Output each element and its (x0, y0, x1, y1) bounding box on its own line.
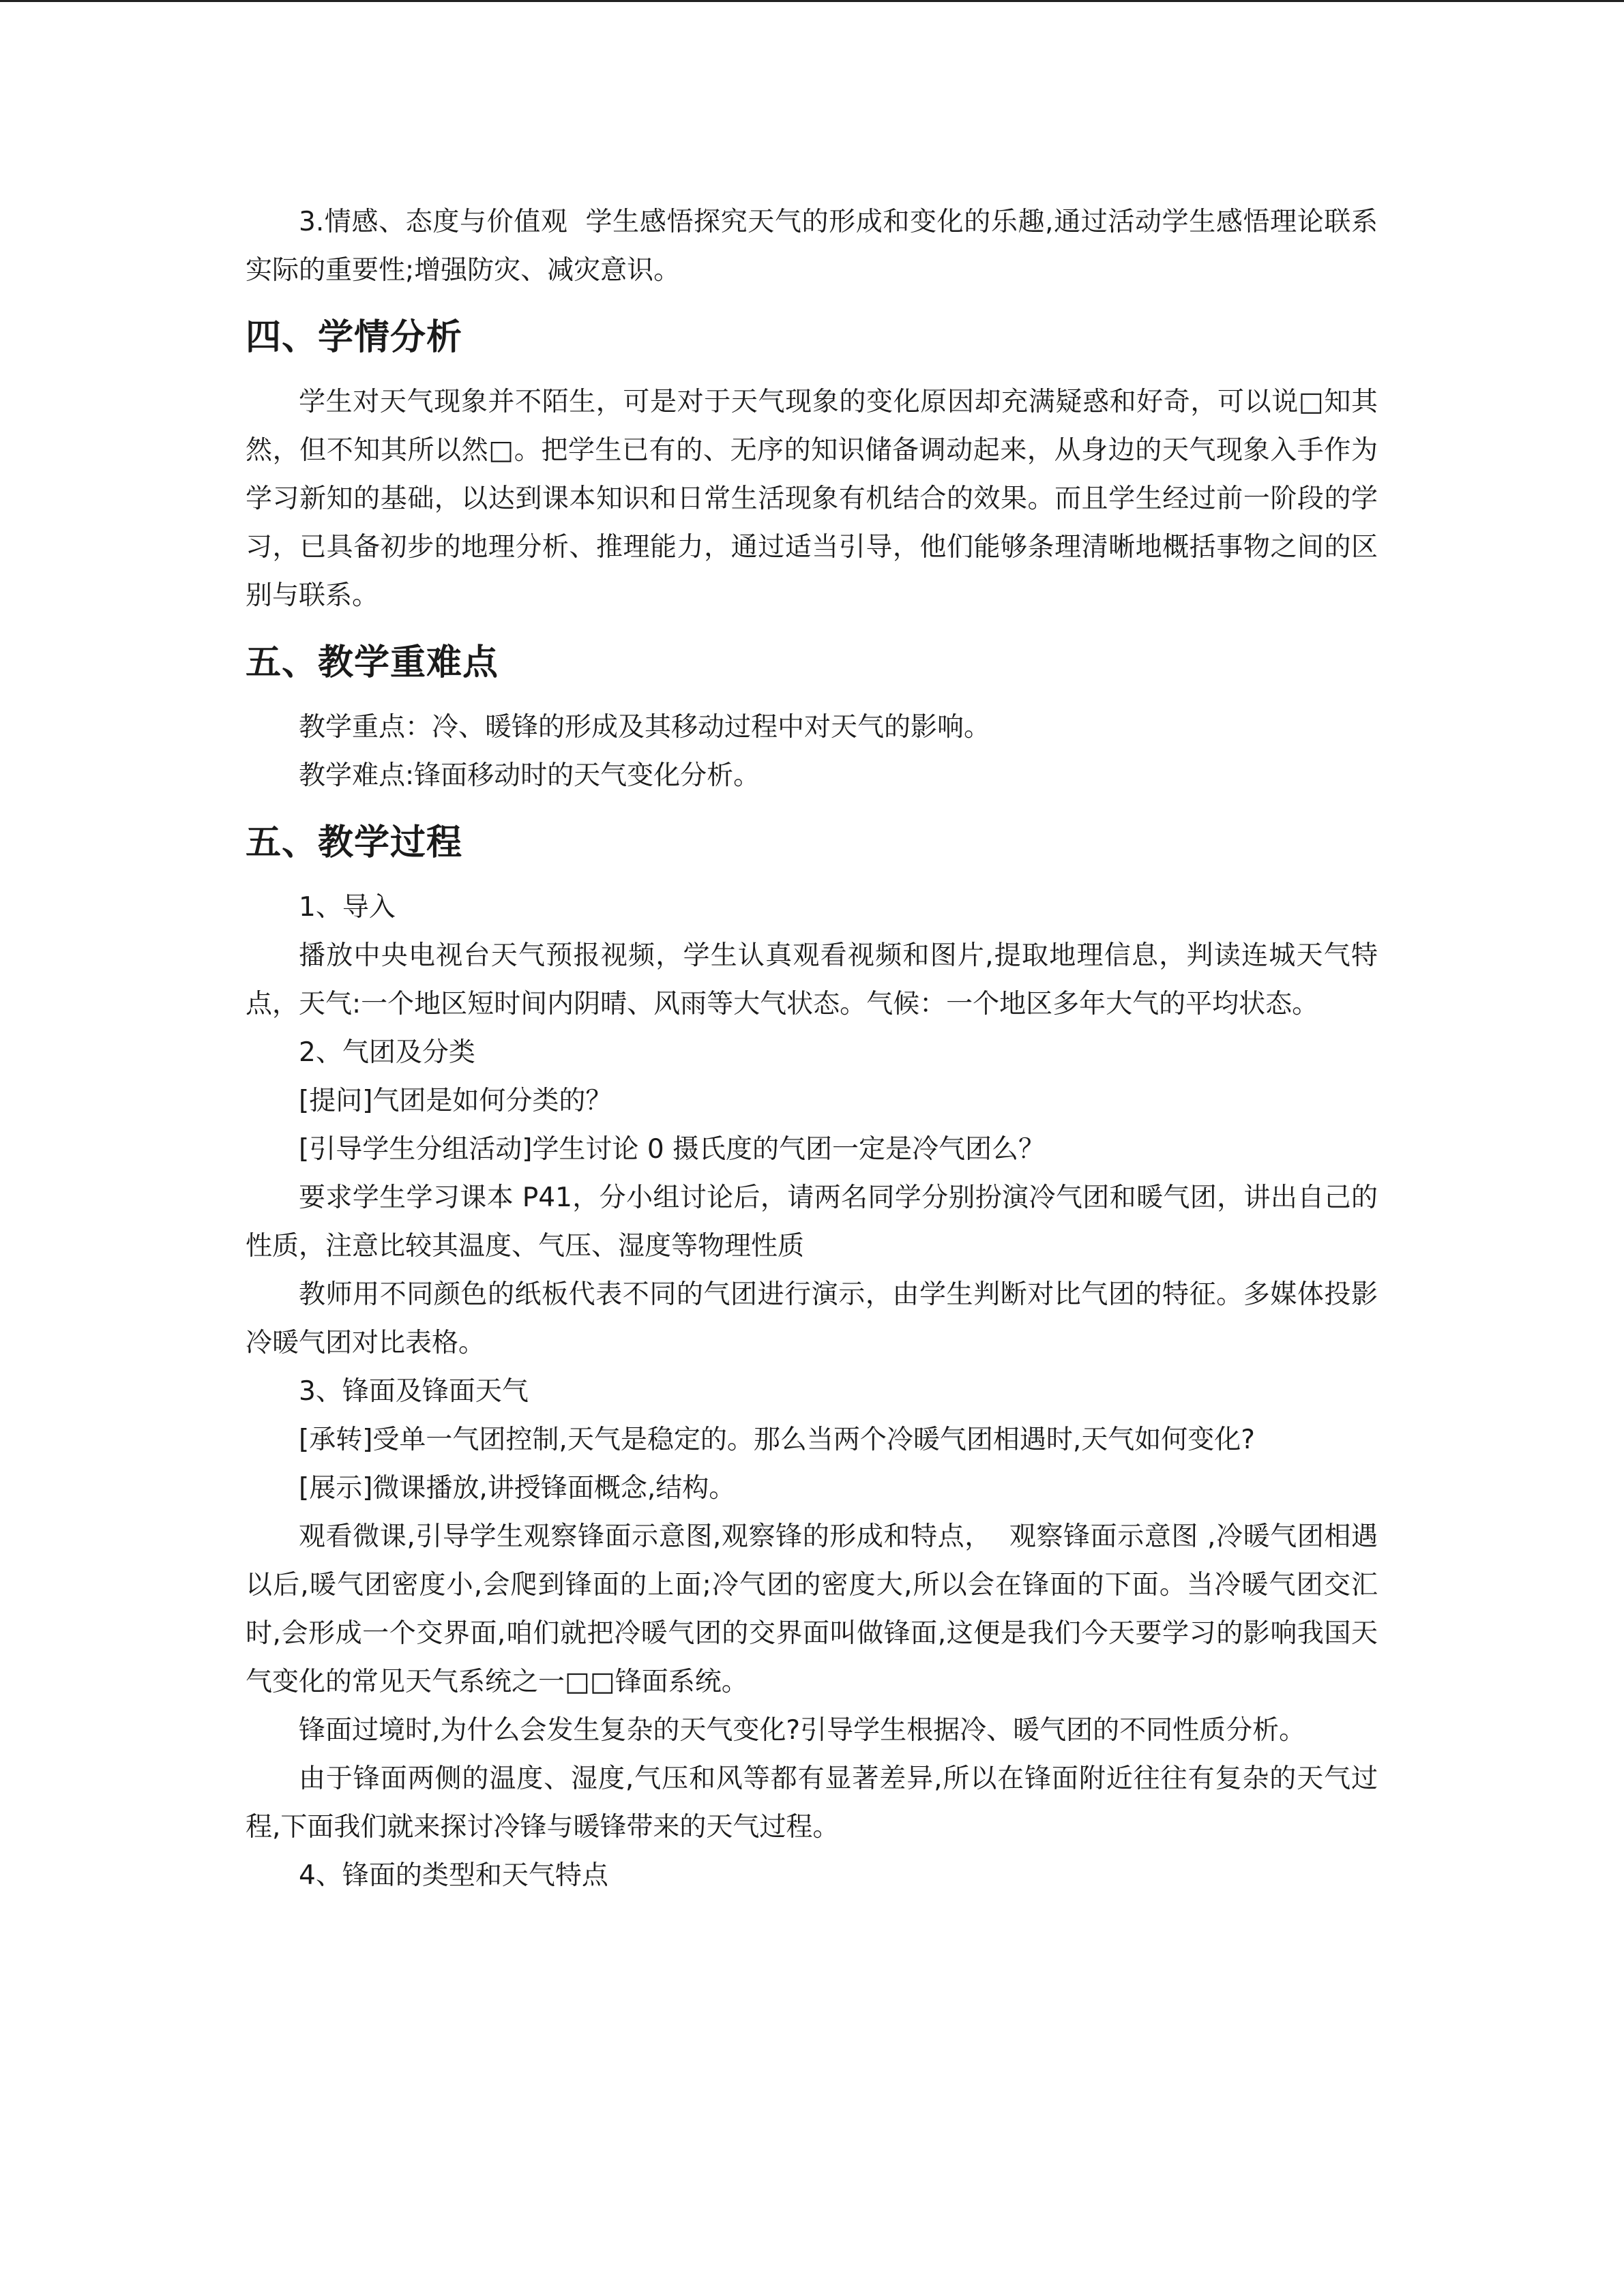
paragraph-step-2-activity: [引导学生分组活动]学生讨论 0 摄氏度的气团一定是冷气团么？ (299, 1134, 1046, 1165)
heading-teaching-process: 五、教学过程 (246, 822, 463, 863)
paragraph-key-point: 教学重点：冷、暖锋的形成及其移动过程中对天气的影响。 (299, 712, 991, 743)
paragraph-step-2-study: 要求学生学习课本 P41，分小组讨论后，请两名同学分别扮演冷气团和暖气团，讲出自己的性质，注意比较其温度、气压、湿度等物理性质 (246, 1182, 1378, 1262)
paragraph-student-analysis: 学生对天气现象并不陌生，可是对于天气现象的变化原因却充满疑惑和好奇，可以说□知其然，但不知其所以然□。把学生已有的、无序的知识储备调动起来，从身边的天气现象入手作为学习新知的基础，以达到课本知识和日常生活现象有机结合的效果。而且学生经过前一阶段的学习，已具备初步的地理分析、推理能力，通过适当引导，他们能够条理清晰地概括事物之间的区别与联系。 (246, 387, 1378, 611)
heading-key-difficult-points: 五、教学重难点 (246, 642, 499, 683)
heading-student-analysis: 四、学情分析 (246, 317, 463, 358)
paragraph-step-3-because: 由于锋面两侧的温度、湿度,气压和风等都有显著差异,所以在锋面附近往往有复杂的天气过程,下面我们就来探讨冷锋与暖锋带来的天气过程。 (246, 1763, 1378, 1843)
paragraph-step-3-why: 锋面过境时,为什么会发生复杂的天气变化?引导学生根据冷、暖气团的不同性质分析。 (299, 1715, 1306, 1746)
paragraph-step-3-observe: 观看微课,引导学生观察锋面示意图,观察锋的形成和特点， 观察锋面示意图 ,冷暖气团相遇以后,暖气团密度小,会爬到锋面的上面;冷气团的密度大,所以会在锋面的下面。当冷暖气团交汇时,会形成一个交界面,咱们就把冷暖气团的交界面叫做锋面,这便是我们今天要学习的影响我国天气变化的常见天气系统之一□□锋面系统。 (246, 1521, 1378, 1697)
top-border-line (0, 0, 1624, 2)
paragraph-step-3-show: [展示]微课播放,讲授锋面概念,结构。 (299, 1473, 736, 1504)
paragraph-step-2-question: [提问]气团是如何分类的？ (299, 1086, 612, 1116)
paragraph-step-3-transition: [承转]受单一气团控制,天气是稳定的。那么当两个冷暖气团相遇时,天气如何变化? (299, 1425, 1255, 1455)
paragraph-step-3-title: 3、锋面及锋面天气 (299, 1376, 529, 1407)
paragraph-emotion-values: 3.情感、态度与价值观 学生感悟探究天气的形成和变化的乐趣,通过活动学生感悟理论联系实际的重要性;增强防灾、减灾意识。 (246, 207, 1378, 286)
document-page (246, 198, 1378, 1900)
paragraph-step-2-demo: 教师用不同颜色的纸板代表不同的气团进行演示，由学生判断对比气团的特征。多媒体投影冷暖气团对比表格。 (246, 1279, 1378, 1358)
paragraph-difficult-point: 教学难点:锋面移动时的天气变化分析。 (299, 760, 761, 791)
paragraph-step-1-title: 1、导入 (299, 892, 396, 923)
paragraph-step-1-body: 播放中央电视台天气预报视频，学生认真观看视频和图片,提取地理信息，判读连城天气特点，天气:一个地区短时间内阴晴、风雨等大气状态。气候：一个地区多年大气的平均状态。 (246, 940, 1378, 1019)
paragraph-step-4-title: 4、锋面的类型和天气特点 (299, 1860, 608, 1891)
paragraph-step-2-title: 2、气团及分类 (299, 1037, 475, 1068)
